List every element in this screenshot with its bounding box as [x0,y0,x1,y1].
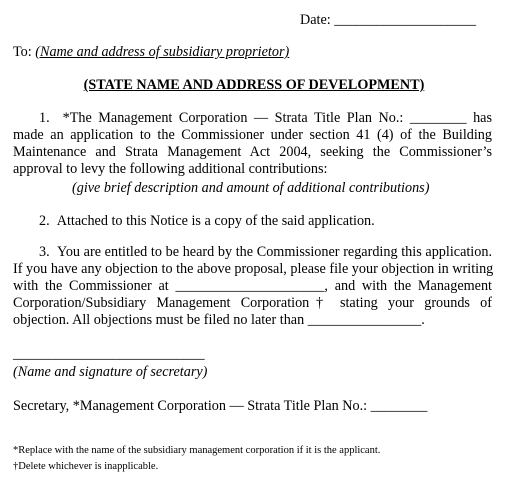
para1-line2: made an application to the Commissioner under section 41 (4) of the Building [13,127,492,143]
para3-line2: If you have any objection to the above proposal, please file your objection in writing [13,261,494,277]
para3-line3: with the Commissioner at _____________________, and with the Management [13,278,492,294]
footnote-replace: *Replace with the name of the subsidiary management corporation if it is the applicant. [13,445,381,456]
recipient-placeholder: (Name and address of subsidiary proprietor) [35,44,290,60]
para2: 2. Attached to this Notice is a copy of the said application. [39,213,375,229]
signature-caption: (Name and signature of secretary) [13,364,208,380]
date-line: Date: ____________________ [300,12,477,28]
para1-line1: 1. *The Management Corporation — Strata Title Plan No.: ________ has [39,110,492,126]
recipient-line [13,44,289,61]
para1-line3: Maintenance and Strata Management Act 2004, seeking the Commissioner’s [13,144,492,160]
para3-line5: objection. All objections must be filed no later than ________________. [13,312,425,328]
contributions-instruction: (give brief description and amount of additional contributions) [72,180,430,196]
para3-line1: 3. You are entitled to be heard by the Commissioner regarding this application. [39,244,492,260]
recipient-prefix: To: [13,44,36,60]
development-heading: (STATE NAME AND ADDRESS OF DEVELOPMENT) [83,77,425,93]
footnote-delete: †Delete whichever is inapplicable. [13,461,159,472]
para3-line4: Corporation/Subsidiary Management Corporation† stating your grounds of [13,295,492,311]
secretary-line: Secretary, *Management Corporation — Strata Title Plan No.: ________ [13,398,428,414]
signature-line: ___________________________ [13,346,205,362]
para1-line4: approval to levy the following additional contributions: [13,161,328,177]
